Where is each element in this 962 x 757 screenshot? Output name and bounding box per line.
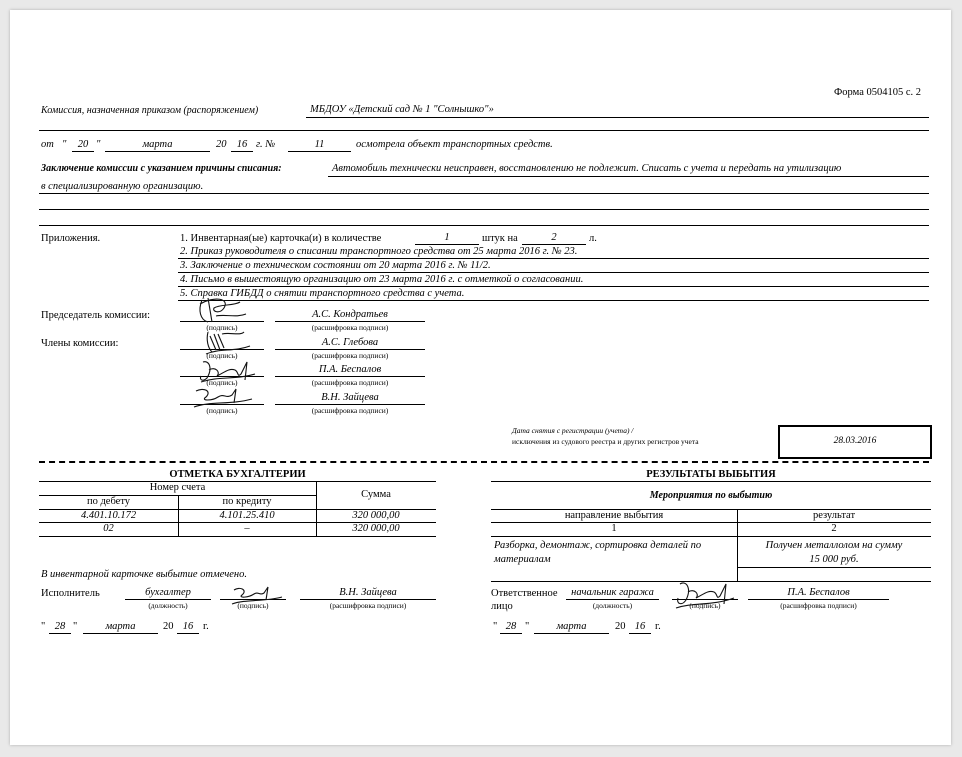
result-header: результат: [812, 510, 856, 521]
form-code: Форма 0504105 с. 2: [834, 87, 922, 98]
attachment-3: 3. Заключение о техническом состоянии от 20 марта 2016 г. № 11/2.: [180, 260, 491, 271]
decode-caption: (расшифровка подписи): [311, 406, 389, 415]
handwritten-signature: [190, 383, 260, 411]
table-cell: 4.401.10.172: [80, 510, 137, 521]
responsible-label: Ответственное: [491, 588, 558, 599]
decode-caption: (расшифровка подписи): [311, 323, 389, 332]
signer-name: А.С. Глебова: [321, 337, 379, 348]
table-cell: 02: [103, 523, 114, 534]
inspection-year: 16: [236, 139, 248, 150]
chairman-label: Председатель комиссии:: [41, 310, 150, 321]
signature-caption: (подпись): [206, 351, 238, 360]
accounting-year: 16: [182, 621, 194, 632]
commission-label: Комиссия, назначенная приказом (распоряжением): [41, 105, 259, 116]
decode-caption: (расшифровка подписи): [311, 378, 389, 387]
signature-caption: (подпись): [206, 406, 238, 415]
result-line1: Получен металлолом на сумму: [765, 540, 903, 551]
attachment-5: 5. Справка ГИБДД о снятии транспортного средства с учета.: [180, 288, 465, 299]
dereg-label-2: исключения из судового реестра и других регистров учета: [512, 437, 699, 446]
debit-header: по дебету: [86, 496, 131, 507]
cut-line: [39, 461, 929, 463]
members-label: Члены комиссии:: [41, 338, 119, 349]
responsible-position: начальник гаража: [571, 587, 654, 598]
table-cell: –: [244, 523, 250, 534]
attachments-label: Приложения.: [41, 233, 101, 244]
signature-caption: (подпись): [206, 323, 238, 332]
executor-position: бухгалтер: [145, 587, 191, 598]
conclusion-line1: Автомобиль технически неисправен, восстановлению не подлежит. Списать с учета и передать на утилизацию: [332, 163, 842, 174]
account-header: Номер счета: [149, 482, 206, 493]
handwritten-signature: [195, 356, 261, 386]
org-underline: [306, 117, 929, 118]
signer-name: В.Н. Зайцева: [321, 392, 379, 403]
inspection-number: 11: [314, 139, 325, 150]
accounting-month: марта: [105, 621, 136, 632]
document-page: Форма 0504105 с. 2 Комиссия, назначенная приказом (распоряжением) МБДОУ «Детский сад № 1 "Солнышко"» от " 20 " марта 20 16 г. № 11 осмотрела объект транспортных средств. Заключение комиссии с указанием причины списания: Автомобиль технически неисправен, восстановлению не подлежит. Списать с учета и передать на утилизацию в специализированную организацию. Приложения. 1. Инвентарная(ые) карточка(и) в количестве 1 штук на 2 л. 2. Приказ руководителя о списании транспортного средства от 25 марта 2016 г. № 23. 3. Заключение о техническом состоянии от 20 марта 2016 г. № 11/2. 4. Письмо в вышестоящую организацию от 23 марта 2016 г. с отметкой о согласовании. 5. Справка ГИБДД о снятии транспортного средства с учета. Председатель комиссии: Члены комиссии: (подпись) А.С. Кондратьев (расшифровка подписи) (подпись) А.С. Глебова (расшифровка подписи) (подпись) П.А. Беспалов (расшифровка подписи) (подпись) В.Н. Зайцева (расшифровка подписи) Дата снятия с регистрации (учета) / исключения из судового реестра и других регистров учета 28.03.2016 ОТМЕТКА БУХГАЛТЕРИИ Номер счета по дебету по кредиту Сумма 4.401.10.172 4.101.25.410 320 000,00 02 – 320 000,00 В инвентарной карточке выбытие отмечено. Исполнитель бухгалтер (должность) (подпись) В.Н. Зайцева (расшифровка подписи) " 28 " марта 20 16 г. РЕЗУЛЬТАТЫ ВЫБЫТИЯ Мероприятия по выбытию направление выбытия результат 1 2 Разборка, демонтаж, сортировка деталей по материалам Получен металлолом на сумму 15 000 руб. Ответственное лицо начальник гаража (должность) (подпись) П.А. Беспалов (расшифровка подписи) " 28 " марта 20 16 г.: [10, 10, 951, 745]
results-year: 16: [634, 621, 646, 632]
decode-caption: (расшифровка подписи): [311, 351, 389, 360]
table-cell: 320 000,00: [352, 510, 400, 521]
inspection-text: осмотрела объект транспортных средств.: [356, 139, 553, 150]
handwritten-signature: [228, 582, 288, 608]
handwritten-signature: [670, 576, 740, 612]
signer-name: А.С. Кондратьев: [312, 309, 388, 320]
results-title: РЕЗУЛЬТАТЫ ВЫБЫТИЯ: [646, 469, 776, 480]
results-day: 28: [505, 621, 517, 632]
accounting-note: В инвентарной карточке выбытие отмечено.: [41, 569, 247, 580]
conclusion-label: Заключение комиссии с указанием причины списания:: [41, 163, 282, 174]
commission-org: МБДОУ «Детский сад № 1 "Солнышко"»: [310, 104, 494, 115]
handwritten-signature: [190, 292, 260, 326]
direction-header: направление выбытия: [564, 510, 664, 521]
table-cell: 4.101.25.410: [219, 510, 275, 521]
attachment-1: 1. Инвентарная(ые) карточка(и) в количестве: [180, 233, 382, 244]
dereg-date: 28.03.2016: [833, 436, 877, 446]
responsible-name: П.А. Беспалов: [787, 587, 850, 598]
sum-header: Сумма: [361, 489, 391, 500]
table-cell: 320 000,00: [352, 523, 400, 534]
direction-line2: материалам: [494, 554, 551, 565]
results-subtitle: Мероприятия по выбытию: [649, 490, 773, 501]
inspection-from: от: [41, 139, 54, 150]
signer-name: П.А. Беспалов: [318, 364, 382, 375]
attachment-4: 4. Письмо в вышестоящую организацию от 23 марта 2016 г. с отметкой о согласовании.: [180, 274, 584, 285]
results-month: марта: [556, 621, 587, 632]
accounting-title: ОТМЕТКА БУХГАЛТЕРИИ: [169, 469, 306, 480]
conclusion-line2: в специализированную организацию.: [41, 181, 204, 192]
credit-header: по кредиту: [222, 496, 272, 507]
signature-caption: (подпись): [206, 378, 238, 387]
direction-line1: Разборка, демонтаж, сортировка деталей по: [494, 540, 702, 551]
inspection-day: 20: [77, 139, 89, 150]
executor-label: Исполнитель: [41, 588, 100, 599]
result-line2: 15 000 руб.: [809, 554, 859, 565]
inspection-month: марта: [142, 139, 173, 150]
dereg-label-1: Дата снятия с регистрации (учета) /: [512, 426, 634, 435]
handwritten-signature: [200, 326, 260, 358]
attachment-2: 2. Приказ руководителя о списании транспортного средства от 25 марта 2016 г. № 23.: [180, 246, 578, 257]
executor-name: В.Н. Зайцева: [339, 587, 397, 598]
divider-line: [39, 130, 929, 131]
accounting-day: 28: [54, 621, 66, 632]
